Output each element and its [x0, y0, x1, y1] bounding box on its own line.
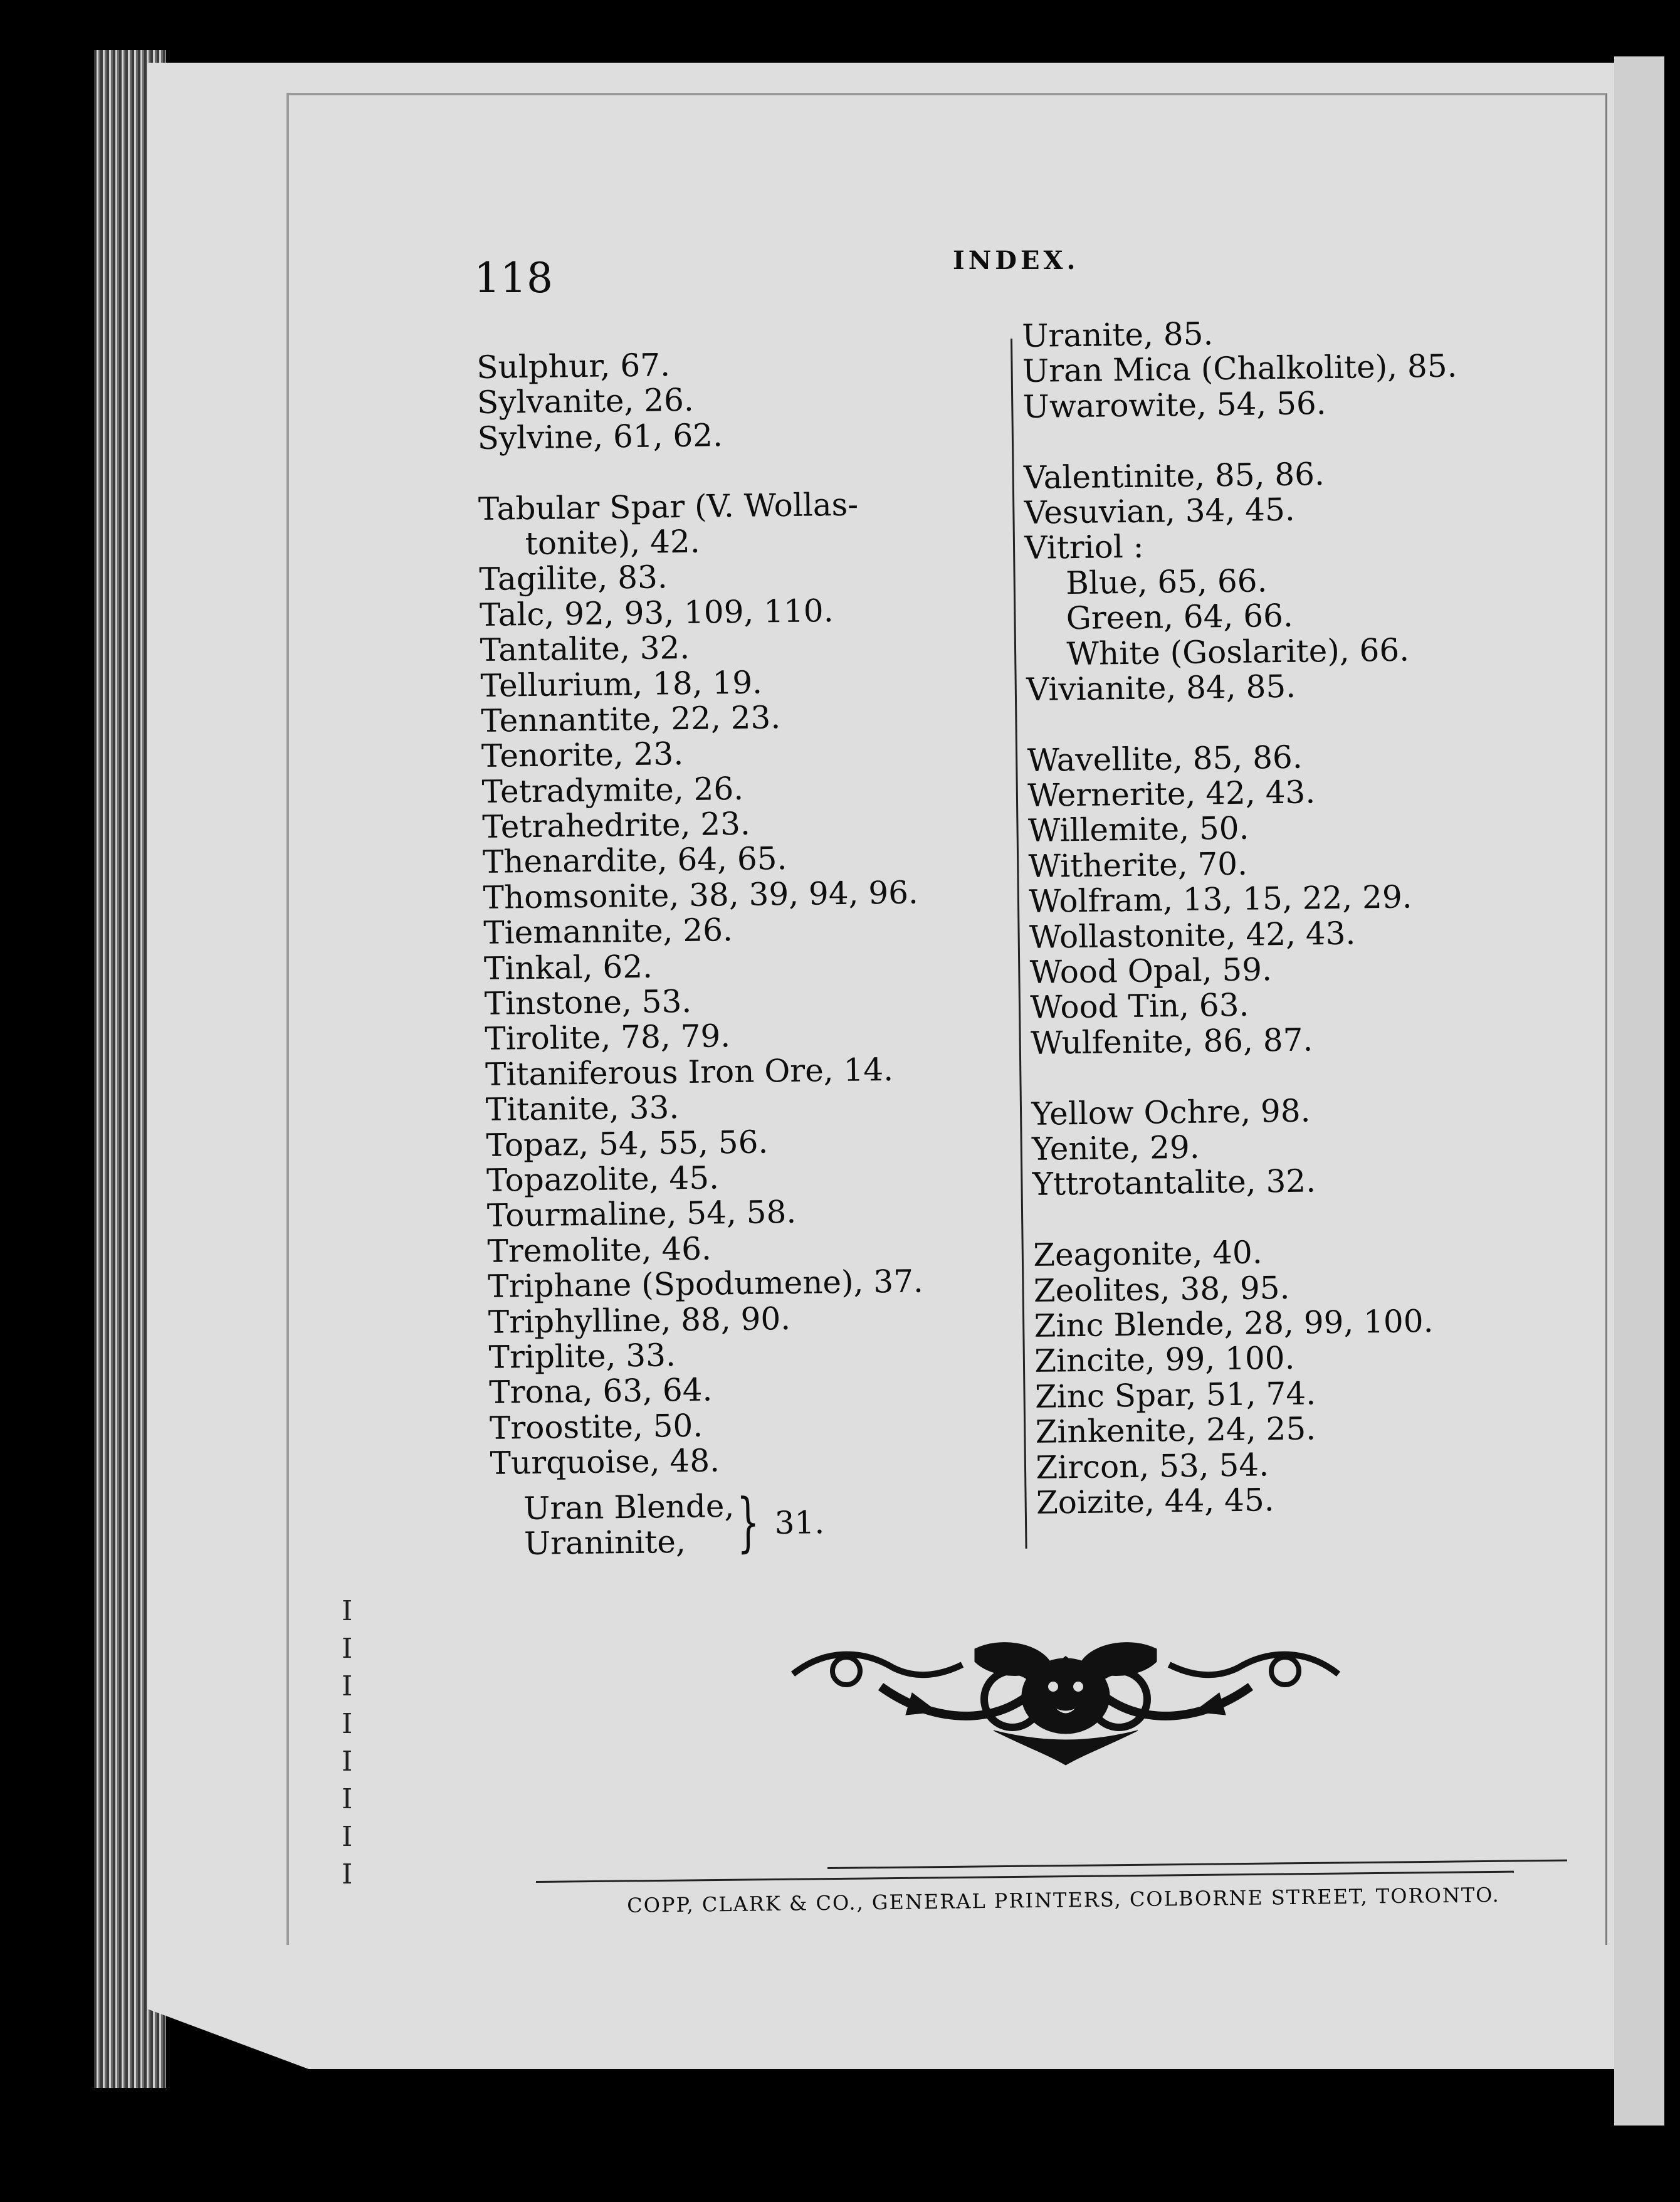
- index-entry: Yenite, 29.: [1031, 1129, 1200, 1167]
- index-entry: Wulfenite, 86, 87.: [1030, 1021, 1313, 1061]
- index-entry: Thomsonite, 38, 39, 94, 96.: [483, 874, 919, 916]
- bracketed-index-entry: [523, 1485, 825, 1562]
- index-entry: Vitriol :: [1024, 528, 1144, 567]
- facing-page-edge: [1614, 56, 1664, 2126]
- page-edge-marks: I I I I I I I I: [342, 1595, 353, 1890]
- index-entry: Tennantite, 22, 23.: [480, 699, 781, 739]
- section-gap: [1023, 419, 1458, 460]
- page-number: 118: [474, 254, 553, 302]
- index-entry: Vesuvian, 34, 45.: [1024, 491, 1296, 531]
- index-entry: Thenardite, 64, 65.: [482, 840, 787, 881]
- index-entry: Tiemannite, 26.: [483, 912, 733, 952]
- printer-imprint: COPP, CLARK & CO., GENERAL PRINTERS, COLBORNE STREET, TORONTO.: [627, 1882, 1500, 1917]
- index-entry: Uran Mica (Chalkolite), 85.: [1022, 347, 1457, 390]
- index-entry-continuation: tonite), 42.: [525, 523, 701, 562]
- index-entry: Uraninite,: [523, 1523, 686, 1562]
- index-entry: Tenorite, 23.: [481, 735, 684, 775]
- index-entry: Titanite, 33.: [485, 1089, 680, 1129]
- index-entry: Wollastonite, 42, 43.: [1029, 915, 1356, 956]
- index-entry: Zoizite, 44, 45.: [1036, 1482, 1274, 1521]
- index-entry: Wood Tin, 63.: [1030, 987, 1249, 1026]
- index-entry: Tirolite, 78, 79.: [485, 1018, 731, 1058]
- index-entry: Zircon, 53, 54.: [1036, 1446, 1269, 1486]
- index-entry: Wood Opal, 59.: [1029, 951, 1273, 991]
- section-gap: [478, 451, 913, 492]
- index-entry: Tinkal, 62.: [483, 948, 653, 987]
- index-entry: Uranite, 85.: [1021, 315, 1214, 354]
- index-entry: Tetrahedrite, 23.: [481, 805, 751, 846]
- index-subentry: Green, 64, 66.: [1066, 597, 1294, 637]
- index-entry: Topaz, 54, 55, 56.: [486, 1124, 769, 1164]
- section-gap: [1032, 1197, 1467, 1238]
- index-entry: Topazolite, 45.: [486, 1159, 720, 1199]
- index-entry: Triphylline, 88, 90.: [488, 1300, 791, 1341]
- section-gap: [1027, 702, 1462, 743]
- index-entry: Witherite, 70.: [1028, 845, 1248, 885]
- index-entry: Sylvine, 61, 62.: [477, 416, 723, 456]
- index-column-left: [476, 345, 926, 1482]
- index-entry: Wolfram, 13, 15, 22, 29.: [1029, 878, 1412, 920]
- bracketed-names: [523, 1488, 735, 1561]
- index-entry: Sulphur, 67.: [476, 347, 671, 386]
- index-entry: Yttrotantalite, 32.: [1032, 1162, 1316, 1203]
- index-entry: Trona, 63, 64.: [488, 1371, 713, 1411]
- decorative-tailpiece-ornament: [787, 1636, 1345, 1768]
- index-subentry: Blue, 65, 66.: [1065, 562, 1268, 601]
- index-entry: Tagilite, 83.: [479, 559, 668, 598]
- index-entry: Tetradymite, 26.: [481, 770, 744, 810]
- index-entry: Wernerite, 42, 43.: [1027, 774, 1316, 814]
- index-entry: Zincite, 99, 100.: [1034, 1340, 1295, 1380]
- index-entry: Uran Blende,: [523, 1487, 735, 1527]
- index-entry: Wavellite, 85, 86.: [1027, 739, 1303, 779]
- page-reference: 31.: [774, 1504, 825, 1542]
- index-entry: Zeagonite, 40.: [1032, 1234, 1263, 1274]
- index-entry: Zeolites, 38, 95.: [1033, 1269, 1290, 1309]
- page-heading: INDEX.: [953, 246, 1079, 275]
- index-entry: Zinc Blende, 28, 99, 100.: [1034, 1303, 1434, 1344]
- index-entry: Talc, 92, 93, 109, 110.: [479, 592, 834, 633]
- index-entry: Troostite, 50.: [489, 1407, 703, 1446]
- index-entry: Tourmaline, 54, 58.: [486, 1194, 797, 1235]
- section-gap: [1031, 1056, 1466, 1097]
- index-entry: Tremolite, 46.: [487, 1230, 712, 1270]
- index-entry: Tinstone, 53.: [484, 982, 692, 1022]
- curly-brace: }: [736, 1485, 760, 1560]
- index-entry: Triplite, 33.: [488, 1337, 676, 1376]
- index-entry: Yellow Ochre, 98.: [1031, 1092, 1311, 1132]
- index-subentry: White (Goslarite), 66.: [1066, 631, 1410, 672]
- index-entry: Vivianite, 84, 85.: [1026, 668, 1296, 708]
- index-entry: Turquoise, 48.: [490, 1442, 720, 1482]
- index-entry: Triphane (Spodumene), 37.: [487, 1263, 924, 1305]
- index-entry: Titaniferous Iron Ore, 14.: [485, 1051, 894, 1093]
- index-entry: Tantalite, 32.: [480, 630, 690, 669]
- index-entry: Zinkenite, 24, 25.: [1035, 1410, 1316, 1450]
- index-entry: Zinc Spar, 51, 74.: [1034, 1375, 1316, 1415]
- index-entry: Valentinite, 85, 86.: [1023, 455, 1325, 496]
- index-entry: Tellurium, 18, 19.: [480, 663, 763, 704]
- index-entry: Uwarowite, 54, 56.: [1022, 384, 1326, 425]
- index-entry: Willemite, 50.: [1027, 810, 1249, 850]
- index-entry: Sylvanite, 26.: [476, 382, 695, 421]
- index-entry: Tabular Spar (V. Wollas-: [478, 486, 859, 527]
- index-column-right: [1022, 313, 1471, 1521]
